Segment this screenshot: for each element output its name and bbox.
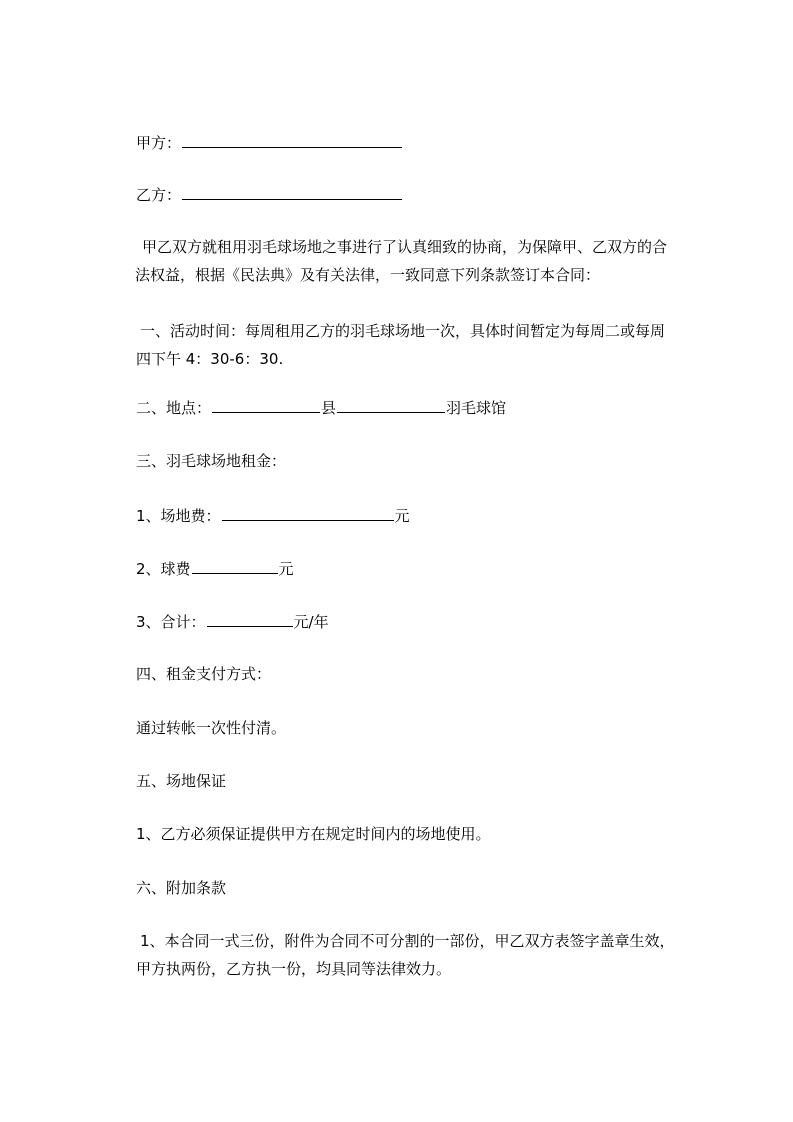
- section-1-paragraph: [136, 317, 706, 373]
- fee-item-3: [136, 611, 329, 631]
- ball-fee-blank[interactable]: [192, 558, 278, 574]
- venue-text: 羽毛球馆: [446, 399, 507, 417]
- fee-item-1: [136, 505, 410, 525]
- section-6-item-1-line-1: 1、本合同一式三份，附件为合同不可分割的一部份，甲乙双方表签字盖章生效，: [140, 932, 675, 950]
- section-6-item-1-line-2: 甲方执两份，乙方执一份，均具同等法律效力。: [136, 960, 452, 978]
- section-4-title: 四、租金支付方式：: [136, 665, 272, 683]
- party-b-blank[interactable]: [182, 184, 402, 200]
- venue-fee-blank[interactable]: [222, 505, 394, 521]
- fee-item-1-unit: 元: [394, 507, 410, 525]
- total-fee-blank[interactable]: [207, 611, 293, 627]
- fee-item-1-label: 1、场地费：: [136, 507, 221, 525]
- venue-blank[interactable]: [337, 397, 445, 413]
- party-b-label: 乙方：: [136, 186, 182, 204]
- fee-item-2: [136, 558, 294, 578]
- fee-item-3-label: 3、合计：: [136, 613, 206, 631]
- party-a-blank[interactable]: [182, 132, 402, 148]
- fee-item-2-label: 2、球费: [136, 560, 191, 578]
- fee-item-3-unit: 元/年: [293, 613, 329, 631]
- fee-item-2-unit: 元: [278, 560, 294, 578]
- section-6-title: 六、附加条款: [136, 879, 227, 897]
- section-5-title: 五、场地保证: [136, 772, 227, 790]
- party-a-label: 甲方：: [136, 134, 182, 152]
- intro-line-1: 甲乙双方就租用羽毛球场地之事进行了认真细致的协商，为保障甲、乙双方的合: [142, 238, 668, 256]
- section-3-title: 三、羽毛球场地租金：: [136, 452, 287, 470]
- section-2-line: [136, 397, 506, 417]
- section-5-item-1: 1、乙方必须保证提供甲方在规定时间内的场地使用。: [136, 825, 491, 843]
- intro-paragraph: [136, 233, 706, 289]
- intro-line-2: 法权益，根据《民法典》及有关法律，一致同意下列条款签订本合同：: [135, 266, 601, 284]
- section-4-text: 通过转帐一次性付清。: [136, 719, 287, 737]
- party-b-line: [136, 184, 403, 204]
- section-1-line-1: 一、活动时间：每周租用乙方的羽毛球场地一次，具体时间暂定为每周二或每周: [140, 322, 666, 340]
- section-1-line-2: 四下午 4：30-6：30.: [136, 350, 284, 368]
- county-blank[interactable]: [212, 397, 320, 413]
- party-a-line: [136, 132, 403, 152]
- section-2-label: 二、地点：: [136, 399, 212, 417]
- county-text: 县: [321, 399, 337, 417]
- section-6-item-1: [136, 927, 706, 983]
